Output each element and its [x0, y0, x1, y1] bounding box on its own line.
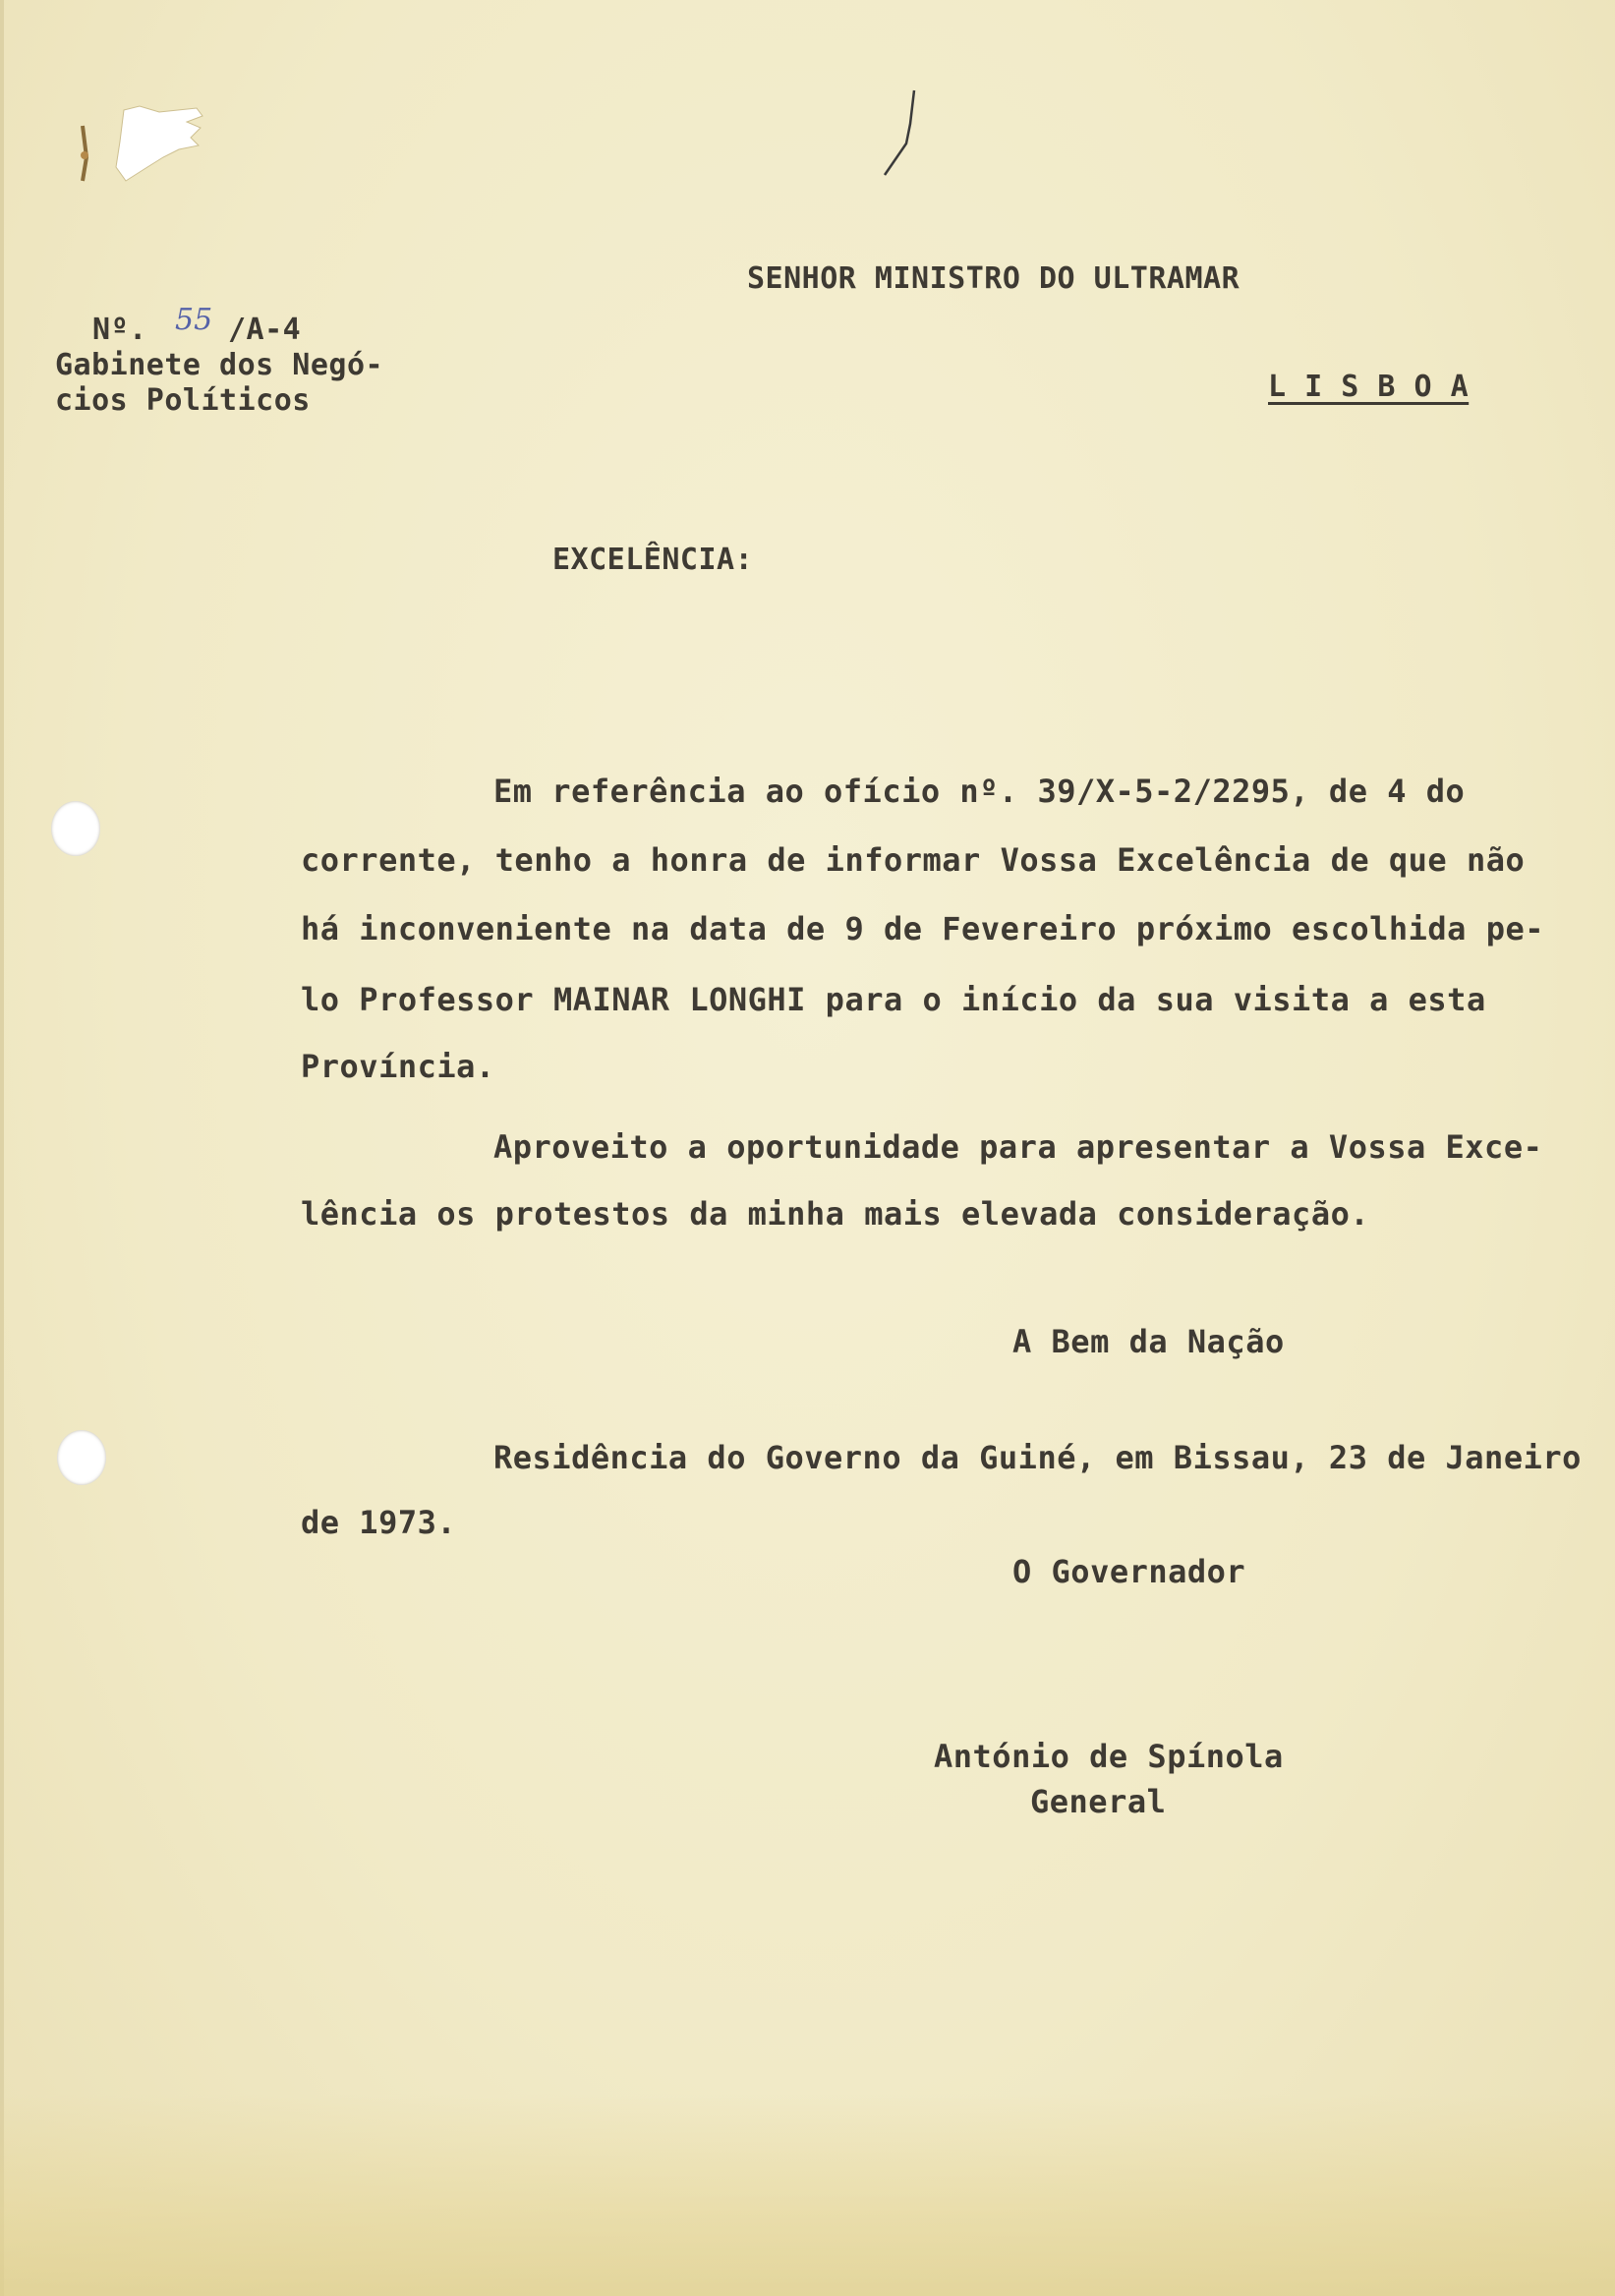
signer-role: O Governador [1012, 1553, 1246, 1590]
body-line: corrente, tenho a honra de informar Vossa Excelência de que não [301, 841, 1526, 879]
punch-hole-top [51, 801, 100, 856]
salutation: EXCELÊNCIA: [552, 543, 754, 577]
recipient-line: SENHOR MINISTRO DO ULTRAMAR [747, 261, 1240, 296]
signer-name: António de Spínola [934, 1738, 1284, 1775]
closing-motto: A Bem da Nação [1012, 1323, 1285, 1360]
signer-title: General [1030, 1783, 1167, 1820]
body-line: Província. [301, 1048, 495, 1085]
paper-stain [0, 2094, 1615, 2296]
reference-handwritten-number: 55 [175, 303, 213, 337]
city-line: L I S B O A [1268, 370, 1470, 404]
body-line: Aproveito a oportunidade para apresentar a Vossa Exce- [493, 1128, 1543, 1166]
place-date-line-1: Residência do Governo da Guiné, em Bissau, 23 de Janeiro [493, 1439, 1582, 1476]
body-line: Em referência ao ofício nº. 39/X-5-2/2295, de 4 do [493, 773, 1466, 810]
page-number-mark-icon [877, 85, 926, 183]
office-line-1: Gabinete dos Negó- [55, 348, 384, 382]
punch-hole-bottom [57, 1430, 106, 1485]
office-line-2: cios Políticos [55, 383, 311, 418]
body-line: há inconveniente na data de 9 de Fevereiro próximo escolhida pe- [301, 910, 1544, 947]
reference-suffix: /A-4 [228, 313, 302, 347]
body-line: lência os protestos da minha mais elevada consideração. [301, 1195, 1370, 1233]
body-line: lo Professor MAINAR LONGHI para o início da sua visita a esta [301, 981, 1486, 1018]
paper-edge [0, 0, 4, 2296]
reference-prefix: Nº. [92, 313, 147, 347]
place-date-line-2: de 1973. [301, 1504, 457, 1541]
torn-corner-icon [69, 98, 206, 216]
